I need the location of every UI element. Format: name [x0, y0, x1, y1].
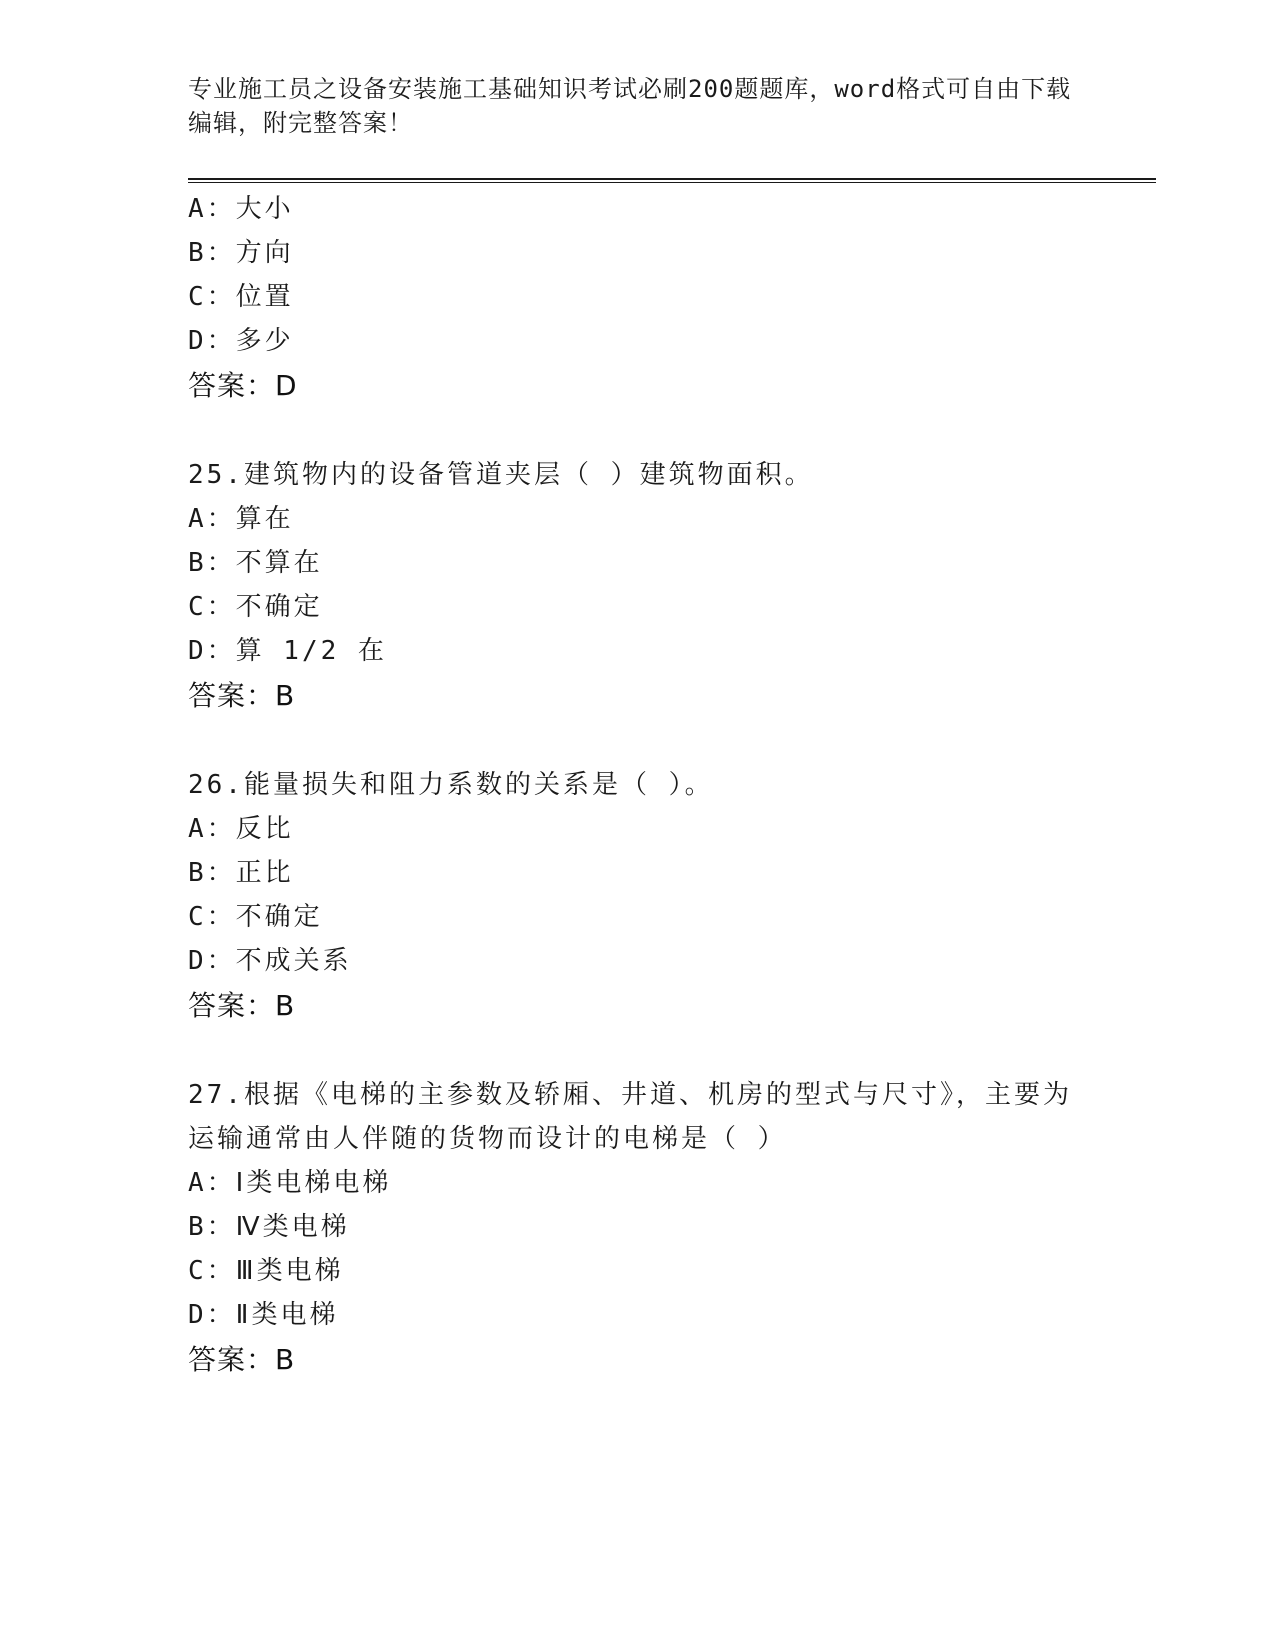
- option-b: B：不算在: [188, 548, 323, 578]
- answer-line: [188, 679, 294, 713]
- option-b: B：方向: [188, 238, 294, 268]
- option-a: A：反比: [188, 814, 294, 844]
- option-a: A：算在: [188, 504, 294, 534]
- option-c: C：位置: [188, 282, 294, 312]
- option-d: D：多少: [188, 326, 294, 356]
- answer-value: D: [275, 369, 297, 402]
- question-text-line-2: 运输通常由人伴随的货物而设计的电梯是（ ）: [188, 1124, 787, 1154]
- option-d: D：Ⅱ类电梯: [188, 1300, 339, 1330]
- answer-line: [188, 989, 294, 1023]
- answer-line: [188, 369, 297, 403]
- option-c: C：不确定: [188, 592, 323, 622]
- option-c: C：不确定: [188, 902, 323, 932]
- answer-value: B: [275, 679, 295, 712]
- header-divider: [188, 178, 1156, 183]
- option-d: D：算 1/2 在: [188, 636, 387, 666]
- answer-label: 答案：: [188, 989, 276, 1022]
- answer-value: B: [275, 1343, 295, 1376]
- answer-label: 答案：: [188, 1343, 276, 1376]
- option-a: A：大小: [188, 194, 294, 224]
- answer-value: B: [275, 989, 295, 1022]
- answer-label: 答案：: [188, 369, 276, 402]
- question-text: 25.建筑物内的设备管道夹层（ ）建筑物面积。: [188, 460, 814, 490]
- answer-line: [188, 1343, 294, 1377]
- document-title: 专业施工员之设备安装施工基础知识考试必刷200题题库，word格式可自由下载编辑，附完整答案！: [188, 75, 1072, 137]
- question-text-line-1: 27.根据《电梯的主参数及轿厢、井道、机房的型式与尺寸》，主要为: [188, 1080, 1072, 1110]
- option-b: B：Ⅳ类电梯: [188, 1212, 350, 1242]
- answer-label: 答案：: [188, 679, 276, 712]
- option-b: B：正比: [188, 858, 294, 888]
- option-c: C：Ⅲ类电梯: [188, 1256, 344, 1286]
- option-a: A：Ⅰ类电梯电梯: [188, 1168, 392, 1198]
- question-text: 26.能量损失和阻力系数的关系是（ ）。: [188, 770, 714, 800]
- option-d: D：不成关系: [188, 946, 352, 976]
